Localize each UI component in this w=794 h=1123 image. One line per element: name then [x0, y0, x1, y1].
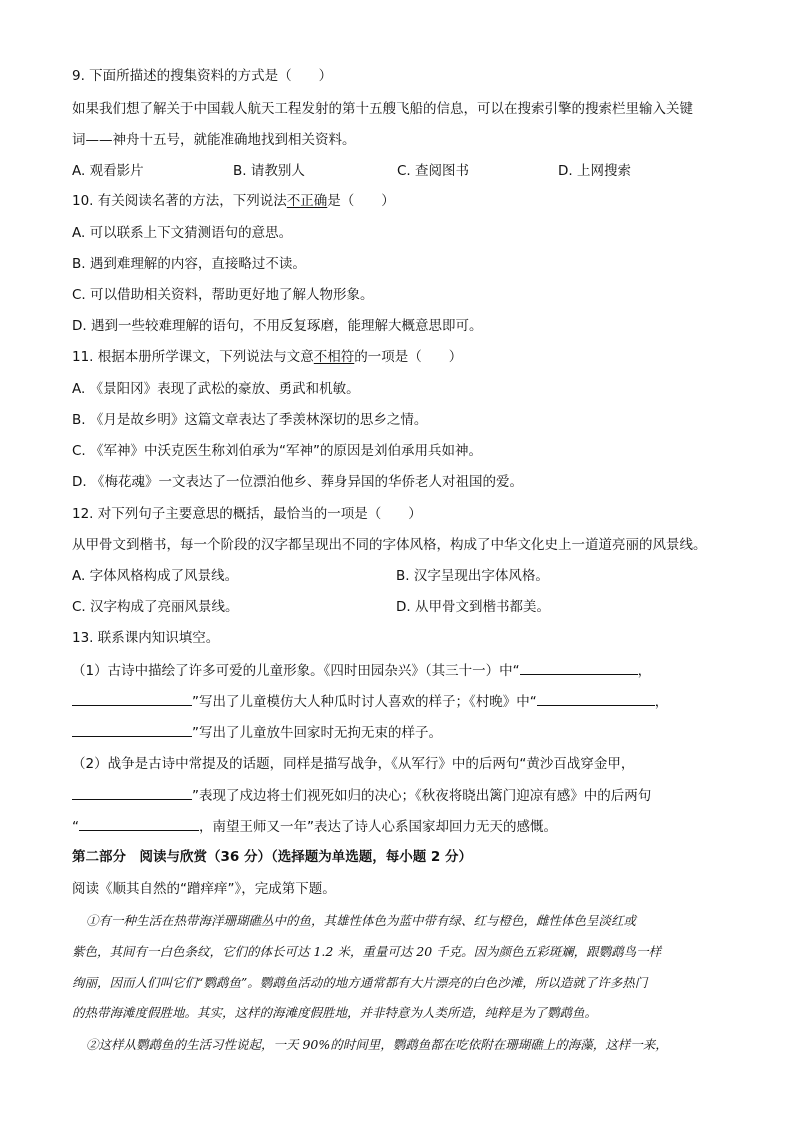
q10-option-a: A. 可以联系上下文猜测语句的意思。: [72, 225, 293, 241]
q13-part1-line1-text: （1）古诗中描绘了许多可爱的儿童形象。《四时田园杂兴》（其三十一）中“: [72, 663, 520, 679]
q13-part1-line3: [72, 723, 442, 742]
q13-part1-line2: [72, 692, 668, 711]
q13-part2-line3: [72, 817, 557, 836]
q11-stem: [72, 348, 462, 366]
fill-blank[interactable]: [520, 661, 638, 675]
fill-blank[interactable]: [72, 692, 192, 706]
q13-part2-line3-text: ，南望王师又一年”表达了诗人心系国家却回力无天的感慨。: [199, 819, 557, 835]
passage-p1-line4: 的热带海滩度假胜地。其实，这样的海滩度假胜地，并非特意为人类所造，纯粹是为了鹦鹉鱼。: [72, 1005, 598, 1020]
q12-option-c: C. 汉字构成了亮丽风景线。: [72, 599, 239, 615]
fill-blank[interactable]: [79, 817, 199, 831]
q9-option-c: C. 查阅图书: [397, 163, 470, 179]
q9-option-d: D. 上网搜索: [558, 163, 631, 179]
q9-stem: 9. 下面所描述的搜集资料的方式是（ ）: [72, 68, 333, 84]
q11-stem-emphasis: 不相符: [313, 349, 355, 365]
q11-option-a: A. 《景阳冈》表现了武松的豪放、勇武和机敏。: [72, 381, 360, 397]
q13-part2-line2-text: ”表现了戍边将士们视死如归的决心；《秋夜将晓出篱门迎凉有感》中的后两句: [192, 788, 652, 804]
q9-context-line1: 如果我们想了解关于中国载人航天工程发射的第十五艘飞船的信息，可以在搜索引擎的搜索栏里输入关键: [72, 101, 693, 117]
q13-part2-line3-quote: “: [72, 819, 79, 835]
q9-context-line2: 词——神舟十五号，就能准确地找到相关资料。: [72, 132, 356, 148]
q10-stem-pre: 10. 有关阅读名著的方法，下列说法: [72, 193, 287, 209]
q13-part1-line2-text: ”写出了儿童模仿大人种瓜时讨人喜欢的样子；《村晚》中“: [192, 694, 537, 710]
q10-stem-post: 是（ ）: [327, 193, 395, 209]
q9-option-a: A. 观看影片: [72, 163, 144, 179]
passage-p1-line1: ①有一种生活在热带海洋珊瑚礁丛中的鱼，其雄性体色为蓝中带有绿、红与橙色，雌性体色呈淡红或: [86, 913, 637, 928]
q12-option-b: B. 汉字呈现出字体风格。: [396, 568, 549, 584]
q12-sentence: 从甲骨文到楷书，每一个阶段的汉字都呈现出不同的字体风格，构成了中华文化史上一道道亮丽的风景线。: [72, 537, 707, 553]
q10-option-d: D. 遇到一些较难理解的语句，不用反复琢磨，能理解大概意思即可。: [72, 318, 483, 334]
q10-option-b: B. 遇到难理解的内容，直接略过不读。: [72, 256, 306, 272]
fill-blank[interactable]: [72, 723, 192, 737]
q13-part1-line3-text: ”写出了儿童放牛回家时无拘无束的样子。: [192, 725, 442, 741]
passage-p1-line3: 绚丽，因而人们叫它们“鹦鹉鱼”。鹦鹉鱼活动的地方通常都有大片漂亮的白色沙滩，所以造就了许多热门: [72, 975, 648, 990]
fill-blank[interactable]: [72, 786, 192, 800]
q10-option-c: C. 可以借助相关资料，帮助更好地了解人物形象。: [72, 287, 374, 303]
passage-p1-line2: 紫色，其间有一白色条纹，它们的体长可达 1.2 米，重量可达 20 千克。因为颜色五彩斑斓，跟鹦鹉鸟一样: [72, 944, 662, 959]
passage-p2-line1: ②这样从鹦鹉鱼的生活习性说起，一天 90%的时间里，鹦鹉鱼都在吃依附在珊瑚礁上的海藻，这样一来，: [86, 1037, 668, 1052]
q13-part1-line1: [72, 661, 651, 680]
q13-part2-line2: [72, 786, 651, 805]
q13-part1-line2-comma: ，: [654, 694, 669, 710]
fill-blank[interactable]: [537, 692, 655, 706]
q12-option-a: A. 字体风格构成了风景线。: [72, 568, 239, 584]
q13-part1-line1-comma: ，: [637, 663, 652, 679]
part2-instruction: 阅读《顺其自然的“蹭痒痒”》，完成第下题。: [72, 881, 336, 897]
q10-stem-emphasis: 不正确: [286, 193, 328, 209]
q11-option-c: C. 《军神》中沃克医生称刘伯承为“军神”的原因是刘伯承用兵如神。: [72, 443, 482, 459]
q9-option-b: B. 请教别人: [233, 163, 305, 179]
q12-stem: 12. 对下列句子主要意思的概括，最恰当的一项是（ ）: [72, 506, 422, 522]
q11-stem-pre: 11. 根据本册所学课文，下列说法与文意: [72, 349, 314, 365]
q11-stem-post: 的一项是（ ）: [354, 349, 463, 365]
q12-option-d: D. 从甲骨文到楷书都美。: [396, 599, 550, 615]
q11-option-b: B. 《月是故乡明》这篇文章表达了季羡林深切的思乡之情。: [72, 412, 428, 428]
q13-stem: 13. 联系课内知识填空。: [72, 630, 220, 646]
part2-heading: 第二部分 阅读与欣赏（36 分）（选择题为单选题，每小题 2 分）: [72, 849, 473, 865]
q13-part2-line1: （2）战争是古诗中常提及的话题，同样是描写战争，《从军行》中的后两句“黄沙百战穿金甲，: [72, 756, 635, 772]
q10-stem: [72, 192, 395, 210]
q11-option-d: D. 《梅花魂》一文表达了一位漂泊他乡、葬身异国的华侨老人对祖国的爱。: [72, 474, 523, 490]
